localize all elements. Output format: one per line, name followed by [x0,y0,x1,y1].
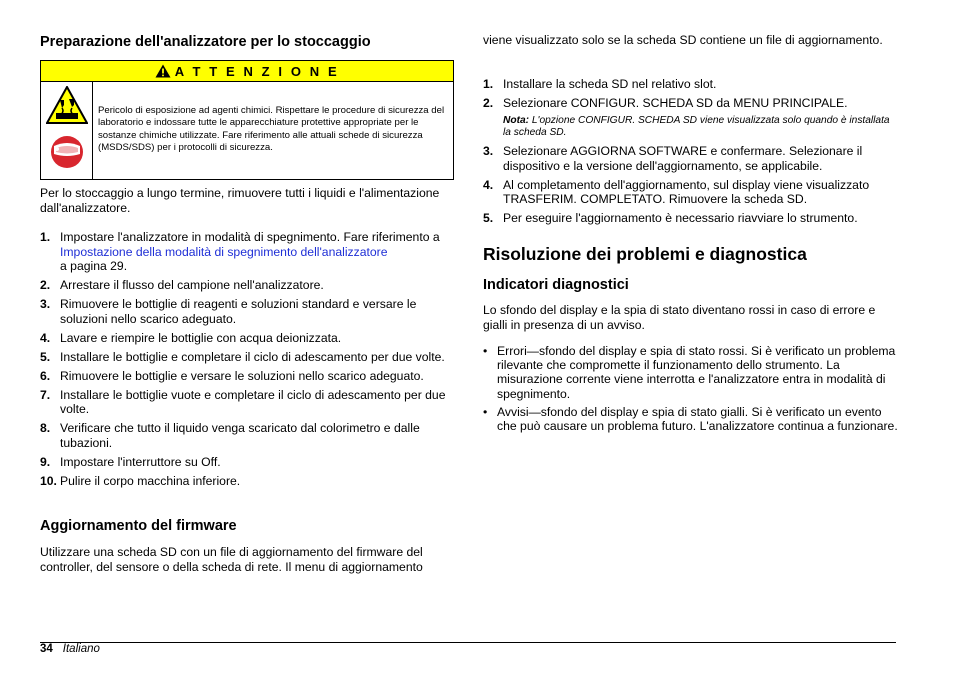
list-item: 2. Arrestare il flusso del campione nell'analizzatore. [40,278,324,292]
chemical-hazard-icon [46,86,88,124]
list-item: • Avvisi—sfondo del display e spia di stato gialli. Si è verificato un evento che può causare un problema futuro. L'analizzatore continua a funzionare. [483,404,898,434]
list-item: 7. Installare le bottiglie vuote e completare il ciclo di adescamento per due volte. [40,387,446,416]
list-item: 8. Verificare che tutto il liquido venga scaricato dal colorimetro e dalle tubazioni. [40,421,420,450]
list-item: 1. Installare la scheda SD nel relativo slot. [483,77,717,91]
warning-box [40,60,454,180]
warning-icons [41,82,93,179]
firmware-note: Nota: L'opzione CONFIGUR. SCHEDA SD viene visualizzata solo quando è installata la scheda SD. [503,114,890,138]
list-item: 6. Rimuovere le bottiglie e versare le soluzioni nello scarico adeguato. [40,368,424,383]
indicators-text: Lo sfondo del display e la spia di stato diventano rossi in caso di errore e gialli in presenza di un avviso. [483,303,876,332]
list-item: • Errori—sfondo del display e spia di stato rossi. Si è verificato un problema rilevante che compromette il funzionamento dello strumento. La misurazione corrente viene interrotta e l'analizzatore entra in modalità di spegnimento. [483,344,896,401]
shutdown-mode-link[interactable]: Impostazione della modalità di spegnimento dell'analizzatore [60,244,388,259]
footer-divider [40,642,896,643]
list-item: 9. Impostare l'interruttore su Off. [40,454,221,469]
heading-firmware: Aggiornamento del firmware [40,518,237,534]
firmware-text-continued: viene visualizzato solo se la scheda SD contiene un file di aggiornamento. [483,33,883,47]
warning-triangle-icon [155,64,171,78]
list-item: 5. Per eseguire l'aggiornamento è necessario riavviare lo strumento. [483,211,858,225]
storage-intro: Per lo stoccaggio a lungo termine, rimuovere tutti i liquidi e l'alimentazione dall'analizzatore. [40,186,440,215]
firmware-text: Utilizzare una scheda SD con un file di aggiornamento del firmware del controller, del sensore o della scheda di rete. Il menu di aggiornamento [40,545,423,574]
page-number: 34 [40,643,53,655]
indicator-bullets [483,344,898,437]
heading-troubleshoot: Risoluzione dei problemi e diagnostica [483,244,807,264]
warning-text: Pericolo di esposizione ad agenti chimici. Rispettare le procedure di sicurezza del laboratorio e indossare tutte le apparecchiature protettive appropriate per le sostanze chimiche utilizzate. Fare riferimento alle attuali schede di sicurezza (MSDS/SDS) per i protocolli di sicurezza. [98,105,445,154]
list-item: 4. Lavare e riempire le bottiglie con acqua deionizzata. [40,330,342,345]
firmware-steps [483,77,898,230]
footer [40,643,100,655]
footer-language: Italiano [62,643,100,655]
face-protection-icon [50,134,84,170]
list-item: 10. Pulire il corpo macchina inferiore. [40,473,241,488]
heading-storage: Preparazione dell'analizzatore per lo stoccaggio [40,34,371,50]
list-item: 2. Selezionare CONFIGUR. SCHEDA SD da MENU PRINCIPALE. Nota: L'opzione CONFIGUR. SCHEDA SD viene visualizzata solo quando è installata la scheda SD. [483,96,898,140]
list-item: 3. Rimuovere le bottiglie di reagenti e soluzioni standard e versare le soluzioni nello scarico adeguato. [40,297,417,326]
list-item: 5. Installare le bottiglie e completare il ciclo di adescamento per due volte. [40,349,445,364]
list-item: 3. Selezionare AGGIORNA SOFTWARE e confermare. Selezionare il dispositivo e la versione dell'aggiornamento, se applicabile. [483,144,863,173]
list-item: 1. Impostare l'analizzatore in modalità di spegnimento. Fare riferimento a Impostazione della modalità di spegnimento dell'analizzatore a pagina 29. [40,230,440,273]
list-item: 4. Al completamento dell'aggiornamento, sul display viene visualizzato TRASFERIM. COMPLETATO. Rimuovere la scheda SD. [483,177,870,206]
storage-steps [40,230,455,493]
warning-title: A T T E N Z I O N E [174,63,340,79]
heading-indicators: Indicatori diagnostici [483,277,629,293]
warning-header [41,61,453,82]
